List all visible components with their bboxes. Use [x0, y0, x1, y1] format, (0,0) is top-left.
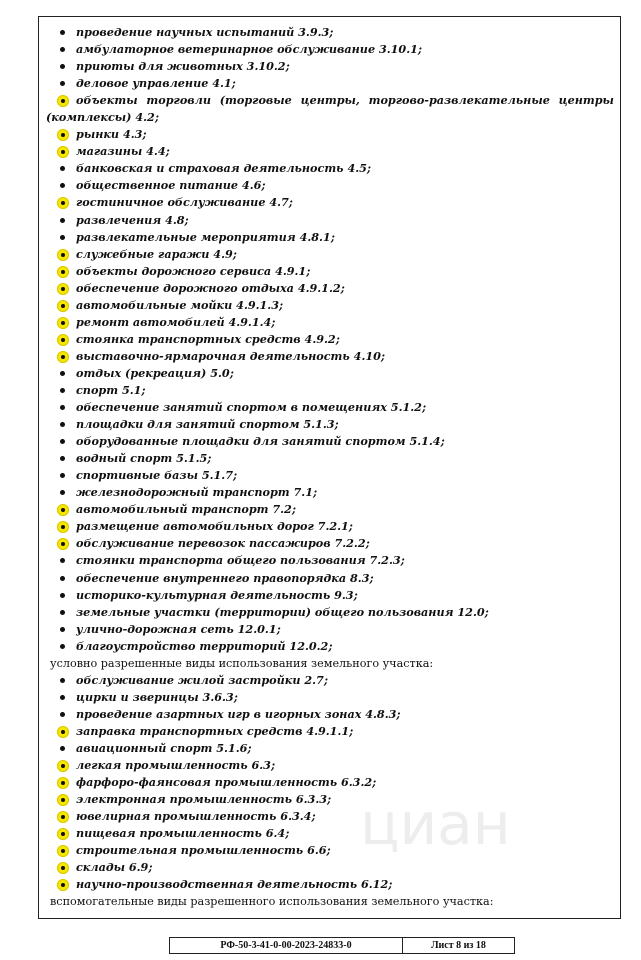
document-number: РФ-50-3-41-0-00-2023-24833-0: [170, 938, 403, 953]
list-item-text: водный спорт 5.1.5;: [76, 451, 212, 466]
list-item: [46, 518, 614, 535]
highlight-marker-icon: [57, 317, 69, 329]
list-item: [46, 416, 614, 433]
highlight-marker-icon: [57, 862, 69, 874]
list-item: [46, 348, 614, 365]
bullet-icon: [60, 388, 65, 393]
list-item-text: цирки и зверинцы 3.6.3;: [76, 689, 238, 704]
bullet-icon: [60, 678, 65, 683]
bullet-icon: [60, 490, 65, 495]
highlight-marker-icon: [57, 879, 69, 891]
list-item-text: строительная промышленность 6.6;: [76, 843, 331, 858]
bullet-icon: [60, 371, 65, 376]
list-item-word: торговли: [146, 93, 211, 108]
bullet-icon: [60, 712, 65, 717]
highlight-marker-icon: [57, 811, 69, 823]
list-item-text: развлечения 4.8;: [76, 212, 189, 227]
bullet-icon: [60, 422, 65, 427]
bullet-icon: [60, 64, 65, 69]
list-item: [46, 263, 614, 280]
list-item-text: обслуживание жилой застройки 2.7;: [76, 672, 328, 687]
list-item: [46, 689, 614, 706]
bullet-icon: [60, 644, 65, 649]
list-item: [46, 723, 614, 740]
list-item: [46, 825, 614, 842]
list-item-text: рынки 4.3;: [76, 127, 147, 142]
list-item-text: железнодорожный транспорт 7.1;: [76, 485, 318, 500]
list-item: [46, 246, 614, 263]
highlight-marker-icon: [57, 828, 69, 840]
list-item-text: улично-дорожная сеть 12.0.1;: [76, 621, 281, 636]
list-item: [46, 297, 614, 314]
list-item-word: торгово-развлекательные: [368, 93, 550, 108]
list-item: [46, 638, 614, 655]
list-item: [46, 280, 614, 297]
list-item-text: фарфоро-фаянсовая промышленность 6.3.2;: [76, 775, 377, 790]
list-item: [46, 229, 614, 246]
list-item: [46, 859, 614, 876]
list-item: [46, 450, 614, 467]
highlight-marker-icon: [57, 351, 69, 363]
list-item-text: заправка транспортных средств 4.9.1.1;: [76, 723, 354, 738]
list-item-text: обеспечение внутреннего правопорядка 8.3;: [76, 570, 374, 585]
list-item-text: обслуживание перевозок пассажиров 7.2.2;: [76, 536, 370, 551]
list-item-text: спортивные базы 5.1.7;: [76, 468, 238, 483]
section-heading: вспомогательные виды разрешенного использования земельного участка:: [50, 895, 494, 909]
list-item-text: размещение автомобильных дорог 7.2.1;: [76, 519, 353, 534]
list-item: [46, 791, 614, 808]
list-item-text: банковская и страховая деятельность 4.5;: [76, 161, 372, 176]
list-item: [46, 41, 614, 58]
list-item-text: стоянки транспорта общего пользования 7.2.3;: [76, 553, 405, 568]
list-item: [46, 212, 614, 229]
list-item: [46, 399, 614, 416]
list-item-text: автомобильный транспорт 7.2;: [76, 502, 296, 517]
list-item: [46, 621, 614, 638]
list-item-text: объекты дорожного сервиса 4.9.1;: [76, 263, 311, 278]
list-item-word: центры,: [300, 93, 360, 108]
list-item-text: благоустройство территорий 12.0.2;: [76, 638, 333, 653]
cian-watermark: циан: [360, 790, 511, 858]
list-item-text: оборудованные площадки для занятий спортом 5.1.4;: [76, 434, 445, 449]
highlight-marker-icon: [57, 760, 69, 772]
list-item-text: обеспечение дорожного отдыха 4.9.1.2;: [76, 280, 345, 295]
highlight-marker-icon: [57, 146, 69, 158]
bullet-icon: [60, 439, 65, 444]
list-item-word: (торговые: [219, 93, 292, 108]
list-item-text: приюты для животных 3.10.2;: [76, 59, 290, 74]
list-item-text: проведение научных испытаний 3.9.3;: [76, 25, 334, 39]
list-item-text: площадки для занятий спортом 5.1.3;: [76, 417, 339, 432]
bullet-icon: [60, 473, 65, 478]
highlight-marker-icon: [57, 95, 69, 107]
list-item: [46, 774, 614, 791]
bullet-icon: [60, 593, 65, 598]
highlight-marker-icon: [57, 845, 69, 857]
highlight-marker-icon: [57, 726, 69, 738]
bullet-icon: [60, 166, 65, 171]
list-item-text: магазины 4.4;: [76, 144, 170, 159]
list-item-text: склады 6.9;: [76, 860, 153, 875]
list-item-word: центры: [558, 93, 614, 108]
list-item: [46, 501, 614, 518]
bullet-icon: [60, 183, 65, 188]
bullet-icon: [60, 558, 65, 563]
highlight-marker-icon: [57, 334, 69, 346]
list-item-text: амбулаторное ветеринарное обслуживание 3.10.1;: [76, 42, 423, 57]
highlight-marker-icon: [57, 794, 69, 806]
bullet-icon: [60, 695, 65, 700]
highlight-marker-icon: [57, 521, 69, 533]
list-item-continuation: (комплексы) 4.2;: [46, 110, 159, 125]
highlight-marker-icon: [57, 197, 69, 209]
highlight-marker-icon: [57, 266, 69, 278]
bullet-icon: [60, 30, 65, 35]
list-item-text: гостиничное обслуживание 4.7;: [76, 195, 293, 210]
highlight-marker-icon: [57, 249, 69, 261]
list-item-text: проведение азартных игр в игорных зонах 4.8.3;: [76, 706, 401, 721]
list-item-text: деловое управление 4.1;: [76, 76, 236, 91]
bullet-icon: [60, 610, 65, 615]
list-item: [46, 604, 614, 621]
list-item: [46, 552, 614, 569]
list-item: [46, 382, 614, 399]
list-item-text: научно-производственная деятельность 6.12;: [76, 877, 393, 892]
list-item: [46, 706, 614, 723]
highlight-marker-icon: [57, 538, 69, 550]
list-item: [46, 92, 614, 126]
document-footer: [169, 937, 515, 954]
bullet-icon: [60, 47, 65, 52]
list-item-text: развлекательные мероприятия 4.8.1;: [76, 229, 335, 244]
highlight-marker-icon: [57, 300, 69, 312]
list-item: [46, 757, 614, 774]
list-item: [46, 143, 614, 160]
list-item-text: спорт 5.1;: [76, 382, 146, 397]
list-item-text: отдых (рекреация) 5.0;: [76, 365, 234, 380]
list-item: [46, 467, 614, 484]
bullet-icon: [60, 405, 65, 410]
list-item: [46, 842, 614, 859]
list-item-text: легкая промышленность 6.3;: [76, 758, 276, 773]
bullet-icon: [60, 235, 65, 240]
list-item: [46, 75, 614, 92]
bullet-icon: [60, 456, 65, 461]
list-item-text: ювелирная промышленность 6.3.4;: [76, 809, 316, 824]
list-item-text: автомобильные мойки 4.9.1.3;: [76, 297, 284, 312]
list-item: [46, 570, 614, 587]
bullet-icon: [60, 81, 65, 86]
list-item: [46, 24, 614, 41]
list-item: [46, 58, 614, 75]
list-item: [46, 160, 614, 177]
list-item: [46, 177, 614, 194]
list-item: [46, 740, 614, 757]
list-item: [46, 808, 614, 825]
list-item-text: выставочно-ярмарочная деятельность 4.10;: [76, 348, 386, 363]
list-item-text: стоянка транспортных средств 4.9.2;: [76, 331, 340, 346]
list-item-word: объекты: [76, 93, 138, 108]
list-item-text: авиационный спорт 5.1.6;: [76, 740, 252, 755]
list-item: [46, 331, 614, 348]
list-item-text: общественное питание 4.6;: [76, 178, 266, 193]
sheet-number: Лист 8 из 18: [431, 940, 486, 951]
section-heading: условно разрешенные виды использования земельного участка:: [50, 656, 434, 670]
list-item: [46, 314, 614, 331]
bullet-icon: [60, 627, 65, 632]
list-item: [46, 126, 614, 143]
list-item-text: историко-культурная деятельность 9.3;: [76, 587, 358, 602]
list-item-text: пищевая промышленность 6.4;: [76, 826, 290, 841]
highlight-marker-icon: [57, 504, 69, 516]
list-item-text: земельные участки (территории) общего пользования 12.0;: [76, 604, 489, 619]
list-item: [46, 433, 614, 450]
list-item-text: ремонт автомобилей 4.9.1.4;: [76, 314, 276, 329]
bullet-icon: [60, 746, 65, 751]
list-item-text: обеспечение занятий спортом в помещениях 5.1.2;: [76, 400, 427, 415]
list-item: [46, 672, 614, 689]
list-item: [46, 587, 614, 604]
list-item: [46, 876, 614, 893]
bullet-icon: [60, 576, 65, 581]
list-item: [46, 365, 614, 382]
list-item-text: электронная промышленность 6.3.3;: [76, 792, 332, 807]
highlight-marker-icon: [57, 283, 69, 295]
highlight-marker-icon: [57, 129, 69, 141]
land-use-list: [46, 24, 614, 910]
list-item: [46, 535, 614, 552]
list-item: [46, 484, 614, 501]
highlight-marker-icon: [57, 777, 69, 789]
list-item-text: служебные гаражи 4.9;: [76, 246, 237, 261]
bullet-icon: [60, 218, 65, 223]
list-item: [46, 194, 614, 211]
